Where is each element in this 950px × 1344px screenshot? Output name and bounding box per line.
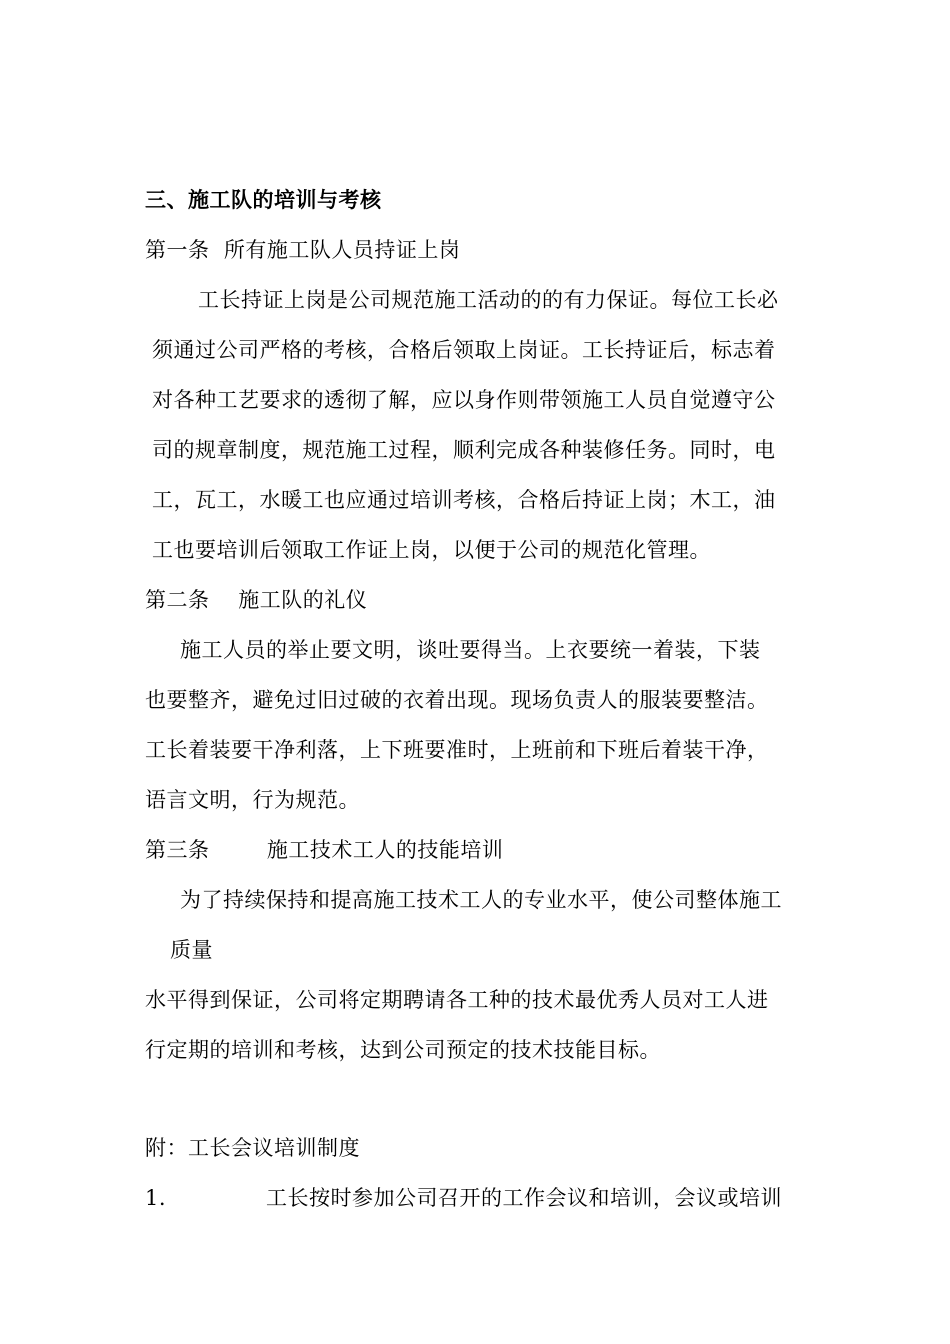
article3-line-4: 行定期的培训和考核，达到公司预定的技术技能目标。 <box>145 1038 661 1062</box>
article2-title: 第二条 施工队的礼仪 <box>145 588 368 612</box>
appendix-item1-number: 1. <box>145 1186 167 1210</box>
appendix-title: 附：工长会议培训制度 <box>145 1136 360 1160</box>
article2-line-4: 语言文明，行为规范。 <box>145 788 360 812</box>
article1-line-2: 须通过公司严格的考核，合格后领取上岗证。工长持证后，标志着 <box>152 338 776 362</box>
article3-title: 第三条 施工技术工人的技能培训 <box>145 838 504 862</box>
article3-line-3: 水平得到保证，公司将定期聘请各工种的技术最优秀人员对工人进 <box>145 988 769 1012</box>
article2-line-1: 施工人员的举止要文明，谈吐要得当。上衣要统一着装，下装 <box>180 638 761 662</box>
section-heading: 三、施工队的培训与考核 <box>145 187 382 212</box>
article1-line-4: 司的规章制度，规范施工过程，顺利完成各种装修任务。同时，电 <box>152 438 776 462</box>
article3-line-2: 质量 <box>170 938 213 962</box>
article1-line-5: 工，瓦工，水暖工也应通过培训考核，合格后持证上岗；木工，油 <box>152 488 776 512</box>
article1-line-3: 对各种工艺要求的透彻了解，应以身作则带领施工人员自觉遵守公 <box>152 388 776 412</box>
article1-line-1: 工长持证上岗是公司规范施工活动的的有力保证。每位工长必 <box>198 288 779 312</box>
appendix-item1-text: 工长按时参加公司召开的工作会议和培训，会议或培训 <box>266 1186 782 1210</box>
article1-title: 第一条 所有施工队人员持证上岗 <box>145 238 461 262</box>
article2-line-2: 也要整齐，避免过旧过破的衣着出现。现场负责人的服装要整洁。 <box>145 688 769 712</box>
article3-line-1: 为了持续保持和提高施工技术工人的专业水平，使公司整体施工 <box>180 888 782 912</box>
article2-line-3: 工长着装要干净利落，上下班要准时，上班前和下班后着装干净， <box>145 738 769 762</box>
article1-line-6: 工也要培训后领取工作证上岗，以便于公司的规范化管理。 <box>152 538 711 562</box>
